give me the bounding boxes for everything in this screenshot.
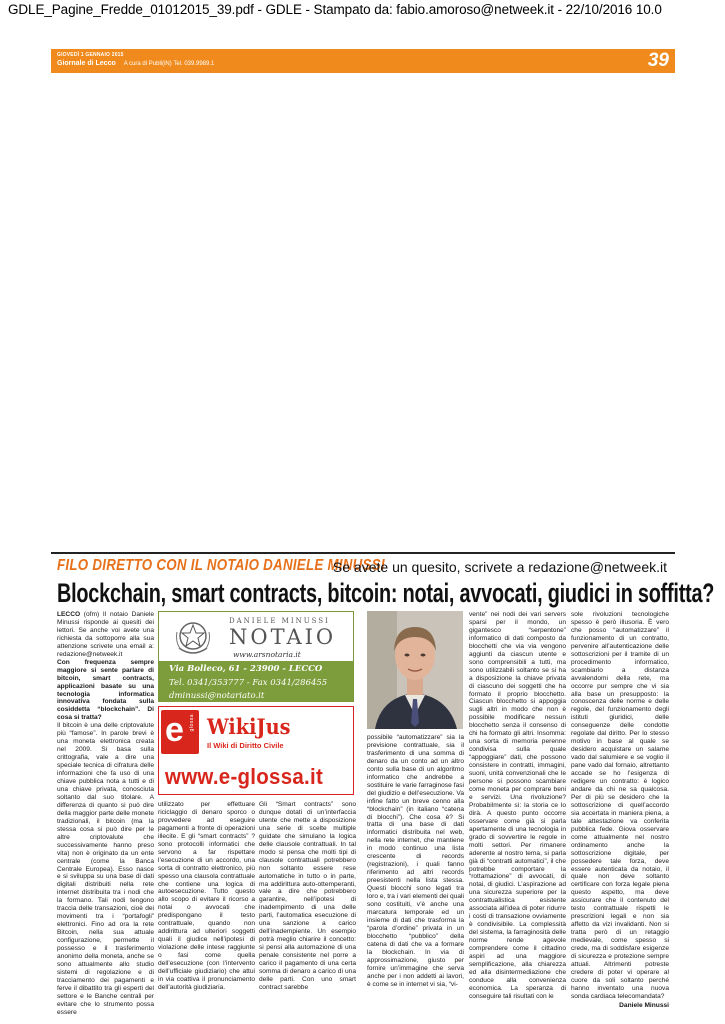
ad-area bbox=[158, 611, 354, 795]
section-contact: Se avete un quesito, scrivete a redazione@netweek.it bbox=[332, 559, 667, 575]
column-3-text: Gli “Smart contracts” sono dunque dotati di un’interfaccia utente che mette a disposizione una serie di scelte multiple guidate che simulano la logica delle clausole contrattuali. In tal modo si pensa che molti tipi di clausole contrattuali potrebbero non soltanto essere rese automatiche in tutto o in parte, ma addirittura auto-ottemperanti, vale a dire che potrebbero garantire, nell’ipotesi di inadempimento di una delle parti, l’automatica esecuzione di una sanzione a carico dell’inadempiente. Un esempio potrà meglio chiarire il concetto: si pensi alla automazione di una penale consistente nel porre a carico il pagamento di una certa somma di denaro a carico di una delle parti. Con uno smart contract sarebbe bbox=[259, 801, 356, 991]
e-glossa-logo-word: glossa bbox=[189, 714, 195, 732]
intro-text: (ofm) Il notaio Daniele Minussi risponde ai quesiti dei lettori. Se anche voi avete una richiesta da sottoporre alla sua attenzione scrivete una email a: redazione@netweek.it bbox=[57, 611, 154, 658]
republic-emblem-icon bbox=[173, 618, 213, 656]
notaio-title: NOTAIO bbox=[229, 625, 337, 649]
column-2-text: utilizzato per effettuare riciclaggio di denaro sporco o provvedere ad eseguire pagamenti a fronte di operazioni illecite. E gli “smart contracts” ? sono protocolli informatici che servono a far rispettare l’esecuzione di un accordo, una sorta di contratto elettronico, più spesso una clausola contrattuale che contiene una logica di autoesecuzione. Tutto questo allo scopo di evitare il ricorso a notai o avvocati che predispongano il testo contrattuale, quando non addirittura ad ulteriori soggetti quali il giudice nell’ipotesi di violazione delle intese raggiunte o fasi come quella dell’esecuzione (con l’intervento dell’ufficiale giudiziario) che attui in via coattiva il pronunciamento dell’autorità giudiziaria. bbox=[158, 801, 255, 991]
wikijus-subtitle: Il Wiki di Diritto Civile bbox=[207, 741, 284, 750]
column-6-text: sole rivoluzioni tecnologiche spesso è però illusoria. È vero che posso “automatizzare” il funzionamento di un contratto, pervenire all’autenticazione delle sottoscrizioni per il tramite di un procedimento informatico, scambiarlo a distanza avvalendomi della rete, ma occorre pur sempre che vi sia alla base un presupposto: la conoscenza delle norme e delle regole, del funzionamento degli istituti giuridici, delle conseguenze delle condotte regolate dal diritto. Per lo stesso motivo in base al quale se desidero acquistare un salame vado dal salumiere e se voglio il pane vado dal fornaio, altrettanto accade se ho l’esigenza di redigere un contratto: è logico andare da chi ne sa qualcosa. Per di più se desidero che la sottoscrizione di quell’accordo sia accertata in maniera piena, a tale attestazione va conferita pubblica fede. Giova osservare come attualmente nel nostro ordinamento anche la sottoscrizione digitale, per possedere tale forza, deve essere autenticata da notaio, il quale non deve soltanto certificare con forza legale piena questo aspetto, ma deve assicurare che il contenuto del testo contrattuale rispetti le prescrizioni legali e non sia affetto da vizi invalidanti. Non si tratta però di un retaggio medievale, come spesso si crede, ma di soddisfare esigenze di sicurezza e protezione sempre attuali. Altrimenti potreste credere di poter vi operare al cuore da soli soltanto perché hanno inventato una nuova sonda cardiaca telecomandata? bbox=[571, 611, 669, 1000]
e-glossa-logo-letter: e bbox=[165, 711, 184, 749]
newspaper-name: Giornale di Lecco bbox=[57, 60, 116, 67]
dateline: LECCO bbox=[57, 611, 81, 618]
wikijus-title: WikiJus bbox=[207, 714, 291, 739]
print-header: GDLE_Pagine_Fredde_01012015_39.pdf - GDLE - Stampato da: fabio.amoroso@netweek.it - 22/10/2016 10.0 bbox=[8, 2, 662, 17]
column-4-text: possibile “automatizzare” sia la previsione contrattuale, sia il trasferimento di una somma di denaro da un conto ad un altro conto sulla base di un algoritmo informatico che andrebbe a sostituire le varie farraginose fasi del giudizio e dell’esecuzione. Va infine fatto un breve cenno alla “blockchain” (in italiano “catena di blocchi”). Che cosa è? Si tratta di una base di dati informatici distribuita nel web, nella rete internet, che mantiene in modo continuo una lista crescente di records (registrazioni), i quali fanno riferimento ad altri records preesistenti nella lista stessa. Questi blocchi sono legati tra loro e, tra i vari elementi dei quali sono costituiti, v’è anche una marcatura temporale ed un insieme di dati che trasforma la “parola d’ordine” privata in un blocchetto “pubblico” della catena di dati che va a formare la blockchain. In via di approssimazione, giusto per fornire un’immagine che serva anche per i non addetti ai lavori, è come se in internet vi sia, “vi- bbox=[367, 734, 464, 988]
page-banner bbox=[51, 49, 675, 73]
notaio-ad bbox=[158, 611, 354, 702]
column-6 bbox=[571, 611, 669, 1009]
reader-question: Con frequenza sempre maggiore si sente parlare di bitcoin, smart contracts, applicazioni basate su una tecnologia informatica innovativa fondata sulla cosiddetta “blockchain”. Di cosa si tratta? bbox=[57, 658, 154, 722]
page-number: 39 bbox=[647, 50, 669, 71]
notaio-name: DANIELE MINUSSI bbox=[229, 617, 330, 625]
e-glossa-logo bbox=[161, 710, 199, 754]
column-3 bbox=[259, 801, 356, 991]
banner-paper-line bbox=[57, 60, 214, 67]
section-title: FILO DIRETTO CON IL NOTAIO DANIELE MINUSSI bbox=[57, 557, 385, 574]
notaio-website: www.arsnotaria.it bbox=[233, 650, 301, 659]
notaio-address: Via Bolleco, 61 - 23900 - LECCO bbox=[169, 664, 323, 674]
column-4 bbox=[367, 734, 464, 988]
headline: Blockchain, smart contracts, bitcoin: notai, avvocati, giudici in soffitta? bbox=[57, 578, 715, 608]
notaio-email: dminussi@notariato.it bbox=[169, 691, 265, 701]
author-photo bbox=[367, 611, 463, 729]
section-row bbox=[57, 557, 671, 579]
banner-ad-note: A cura di Publi(iN) Tel. 039.9989.1 bbox=[123, 61, 215, 67]
column-5-text: vente” nei nodi dei vari servers sparsi per il mondo, un gigantesco “serpentone” informatico di dati composto da blocchetti che via via vengono aggiunti da ciascun utente e sono comprensibili a tutti, ma sono utilizzabili soltanto se si ha a disposizione la chiave privata di ciascuno dei soggetti che ha formato il proprio blocchetto. Ciascun blocchetto si appoggia sugli altri in modo che non è possibile modificare nessun blocchetto senza il consenso di chi ha formato gli altri. Insomma: una sorta di memoria perenne condivisa sulla quale “appoggiare” dati, che possono consistere in contratti, immagini, suoni, unità convenzionali che le persone si possono scambiare come moneta per comprare beni e servizi. Una rivoluzione? Probabilmente sì: la storia ce lo dirà. A questo punto occorre osservare come già si parla apertamente di una tecnologia in grado di sovvertire le regole in molti settori. Per rimanere aderente al nostro tema, si parla già di “contratti automatici”, il che potrebbe comportare la “rottamazione” di avvocati, di notai, di giudici. L’aspirazione ad una sicurezza superiore per la contrattualistica esistente associata all’idea di poter ridurre i costi di transazione ovviamente è condivisibile. La complessità del sistema, la farraginosità delle norme rende agevole comprendere come il cittadino aspiri ad una maggiore semplificazione, alla chiarezza ed alla disintermediazione che conduce alla convenienza economica. La speranza di conseguire tali risultati con le bbox=[469, 611, 566, 1000]
column-1 bbox=[57, 611, 154, 1016]
answer-start: Il bitcoin è una delle criptovalute più “famose”. In parole brevi è una moneta elettronica creata nel 2009. Si basa sulla crittografia, vale a dire una speciale tecnica di cifratura delle informazioni che fa uso di una chiave pubblica nota a tutti e di una chiave privata, conosciuta soltanto dal suo titolare. A differenza di quanto si può dire della maggior parte delle monete tradizionali, il bitcoin (ma la stessa cosa si può dire per le altre criptovalute che successivamente hanno preso vita) non è originato da un ente centrale (come la Banca Centrale Europea). Esso nasce e si sviluppa su una base di dati digitali distribuiti nella rete internet distribuita tra i nodi che la formano. Tali nodi tengono traccia delle transazioni, cioè dei movimenti tra i “portafogli” elettronici. Fino ad ora la rete Bitcoin, nella sua attuale configurazione, permette il possesso e il trasferimento anonimo della moneta, anche se sono attualmente allo studio sistemi di regolazione e di tracciamento dei pagamenti e ferve il dibattito tra gli esperti del settore e le Banche centrali per evitare che lo strumento possa essere bbox=[57, 722, 154, 1016]
author-signature: Daniele Minussi bbox=[619, 1001, 669, 1009]
article bbox=[51, 552, 715, 1016]
banner-date: GIOVEDÌ 1 GENNAIO 2015 bbox=[57, 52, 124, 58]
wikijus-url: www.e-glossa.it bbox=[165, 764, 324, 789]
column-5 bbox=[469, 611, 566, 1000]
notaio-phones: Tel. 0341/353777 - Fax 0341/286455 bbox=[169, 678, 328, 688]
column-2 bbox=[158, 801, 255, 991]
portrait-illustration bbox=[367, 611, 463, 729]
wikijus-ad bbox=[158, 706, 354, 795]
